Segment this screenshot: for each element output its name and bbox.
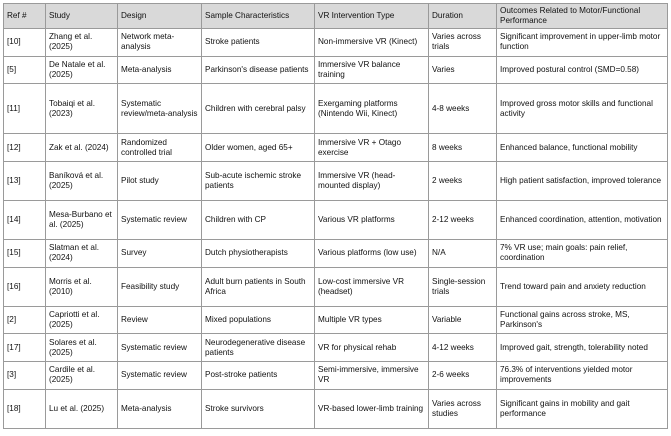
cell-outcomes: Significant gains in mobility and gait performance	[497, 389, 668, 428]
cell-ref: [18]	[4, 389, 46, 428]
cell-sample: Neurodegenerative disease patients	[202, 334, 315, 362]
cell-outcomes: 76.3% of interventions yielded motor improvements	[497, 362, 668, 390]
cell-vr-type: Multiple VR types	[315, 306, 429, 334]
header-duration: Duration	[429, 4, 497, 29]
table-row	[4, 201, 668, 240]
cell-ref: [3]	[4, 362, 46, 390]
cell-study: Mesa-Burbano et al. (2025)	[46, 201, 118, 240]
cell-duration: Varies across trials	[429, 29, 497, 57]
cell-vr-type: Immersive VR + Otago exercise	[315, 134, 429, 162]
cell-sample: Post-stroke patients	[202, 362, 315, 390]
cell-study: Solares et al. (2025)	[46, 334, 118, 362]
cell-ref: [16]	[4, 267, 46, 306]
header-study: Study	[46, 4, 118, 29]
cell-duration: Varies	[429, 56, 497, 84]
cell-design: Survey	[118, 240, 202, 268]
cell-design: Feasibility study	[118, 267, 202, 306]
cell-duration: Varies across studies	[429, 389, 497, 428]
cell-outcomes: Enhanced balance, functional mobility	[497, 134, 668, 162]
cell-outcomes: Improved gross motor skills and functional activity	[497, 84, 668, 134]
table-row	[4, 362, 668, 390]
cell-duration: 2-6 weeks	[429, 362, 497, 390]
cell-design: Systematic review	[118, 362, 202, 390]
cell-sample: Stroke survivors	[202, 389, 315, 428]
cell-design: Systematic review	[118, 201, 202, 240]
header-vr-type: VR Intervention Type	[315, 4, 429, 29]
cell-duration: Variable	[429, 306, 497, 334]
cell-vr-type: Low-cost immersive VR (headset)	[315, 267, 429, 306]
cell-sample: Mixed populations	[202, 306, 315, 334]
cell-vr-type: VR for physical rehab	[315, 334, 429, 362]
cell-sample: Stroke patients	[202, 29, 315, 57]
cell-study: Morris et al. (2010)	[46, 267, 118, 306]
studies-table	[3, 3, 668, 429]
table-row	[4, 134, 668, 162]
cell-design: Meta-analysis	[118, 389, 202, 428]
cell-outcomes: Significant improvement in upper-limb motor function	[497, 29, 668, 57]
cell-outcomes: 7% VR use; main goals: pain relief, coordination	[497, 240, 668, 268]
cell-vr-type: Various platforms (low use)	[315, 240, 429, 268]
cell-ref: [5]	[4, 56, 46, 84]
header-sample: Sample Characteristics	[202, 4, 315, 29]
cell-vr-type: VR-based lower-limb training	[315, 389, 429, 428]
cell-outcomes: Functional gains across stroke, MS, Parkinson's	[497, 306, 668, 334]
table-row	[4, 56, 668, 84]
cell-sample: Sub-acute ischemic stroke patients	[202, 162, 315, 201]
cell-study: Zak et al. (2024)	[46, 134, 118, 162]
cell-duration: 2 weeks	[429, 162, 497, 201]
table-row	[4, 306, 668, 334]
cell-ref: [17]	[4, 334, 46, 362]
table-row	[4, 389, 668, 428]
cell-design: Pilot study	[118, 162, 202, 201]
cell-sample: Children with CP	[202, 201, 315, 240]
cell-sample: Dutch physiotherapists	[202, 240, 315, 268]
cell-vr-type: Semi-immersive, immersive VR	[315, 362, 429, 390]
cell-design: Systematic review/meta-analysis	[118, 84, 202, 134]
cell-vr-type: Various VR platforms	[315, 201, 429, 240]
header-ref: Ref #	[4, 4, 46, 29]
cell-sample: Adult burn patients in South Africa	[202, 267, 315, 306]
table-row	[4, 162, 668, 201]
cell-study: Tobaiqi et al. (2023)	[46, 84, 118, 134]
cell-outcomes: High patient satisfaction, improved tolerance	[497, 162, 668, 201]
table-row	[4, 334, 668, 362]
cell-outcomes: Trend toward pain and anxiety reduction	[497, 267, 668, 306]
cell-study: Capriotti et al. (2025)	[46, 306, 118, 334]
cell-vr-type: Immersive VR balance training	[315, 56, 429, 84]
cell-duration: Single-session trials	[429, 267, 497, 306]
cell-ref: [15]	[4, 240, 46, 268]
cell-outcomes: Improved postural control (SMD=0.58)	[497, 56, 668, 84]
cell-vr-type: Immersive VR (head-mounted display)	[315, 162, 429, 201]
cell-sample: Older women, aged 65+	[202, 134, 315, 162]
cell-ref: [2]	[4, 306, 46, 334]
cell-ref: [10]	[4, 29, 46, 57]
cell-ref: [11]	[4, 84, 46, 134]
cell-sample: Parkinson's disease patients	[202, 56, 315, 84]
cell-ref: [12]	[4, 134, 46, 162]
header-design: Design	[118, 4, 202, 29]
cell-study: De Natale et al. (2025)	[46, 56, 118, 84]
table-row	[4, 29, 668, 57]
cell-duration: 2-12 weeks	[429, 201, 497, 240]
header-outcomes: Outcomes Related to Motor/Functional Performance	[497, 4, 668, 29]
cell-vr-type: Exergaming platforms (Nintendo Wii, Kinect)	[315, 84, 429, 134]
cell-ref: [14]	[4, 201, 46, 240]
cell-study: Cardile et al. (2025)	[46, 362, 118, 390]
cell-design: Systematic review	[118, 334, 202, 362]
cell-study: Lu et al. (2025)	[46, 389, 118, 428]
cell-duration: 4-12 weeks	[429, 334, 497, 362]
cell-study: Baníková et al. (2025)	[46, 162, 118, 201]
cell-duration: N/A	[429, 240, 497, 268]
cell-duration: 4-8 weeks	[429, 84, 497, 134]
cell-outcomes: Improved gait, strength, tolerability noted	[497, 334, 668, 362]
cell-design: Network meta-analysis	[118, 29, 202, 57]
cell-outcomes: Enhanced coordination, attention, motivation	[497, 201, 668, 240]
table-row	[4, 84, 668, 134]
table-header-row	[4, 4, 668, 29]
cell-duration: 8 weeks	[429, 134, 497, 162]
table-row	[4, 240, 668, 268]
cell-design: Randomized controlled trial	[118, 134, 202, 162]
cell-sample: Children with cerebral palsy	[202, 84, 315, 134]
studies-table-container	[3, 3, 667, 429]
table-row	[4, 267, 668, 306]
cell-study: Zhang et al. (2025)	[46, 29, 118, 57]
cell-design: Review	[118, 306, 202, 334]
cell-ref: [13]	[4, 162, 46, 201]
cell-vr-type: Non-immersive VR (Kinect)	[315, 29, 429, 57]
cell-study: Slatman et al. (2024)	[46, 240, 118, 268]
cell-design: Meta-analysis	[118, 56, 202, 84]
